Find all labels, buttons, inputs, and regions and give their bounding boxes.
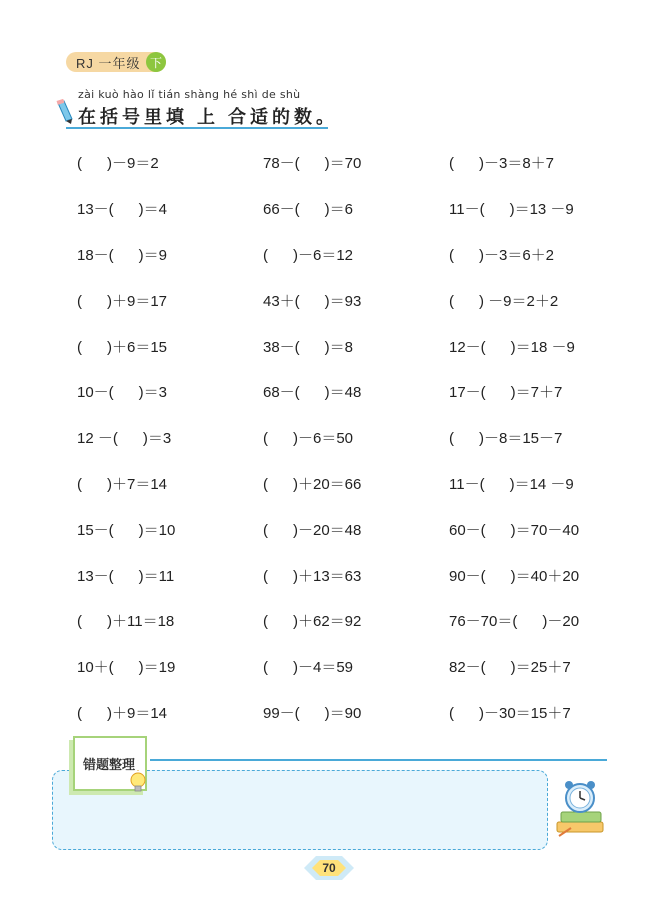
equation[interactable]: ( ) －9＝2＋2: [449, 292, 559, 310]
equation[interactable]: 43＋( )＝93: [263, 292, 362, 310]
page-number-badge: [304, 853, 354, 883]
equation[interactable]: ( )－9＝2: [77, 155, 159, 173]
equation[interactable]: ( )＋62＝92: [263, 613, 362, 631]
equation[interactable]: 11－( )＝14 －9: [449, 475, 574, 493]
lightbulb-icon: [128, 770, 148, 796]
pencil-icon: [54, 99, 76, 125]
equation[interactable]: ( )＋9＝17: [77, 292, 168, 310]
alarm-clock-books-icon: [553, 778, 609, 844]
instruction-title: 在括号里填 上 合适的数。: [78, 107, 339, 127]
equation[interactable]: ( )＋20＝66: [263, 475, 362, 493]
equation-grid: [77, 140, 617, 735]
equation[interactable]: 76－70＝( )－20: [449, 613, 580, 631]
equation[interactable]: 99－( )＝90: [263, 704, 362, 722]
instruction-pinyin: zài kuò hào lǐ tián shàng hé shì de shù: [78, 88, 301, 101]
equation[interactable]: 12－( )＝18 －9: [449, 338, 575, 356]
equation[interactable]: ( )＋9＝14: [77, 704, 168, 722]
equation[interactable]: ( )－4＝59: [263, 659, 354, 677]
equation[interactable]: 18－( )＝9: [77, 246, 168, 264]
equation[interactable]: 66－( )＝6: [263, 201, 354, 219]
equation[interactable]: 38－( )＝8: [263, 338, 354, 356]
equation[interactable]: ( )－3＝8＋7: [449, 155, 555, 173]
equation[interactable]: 13－( )＝11: [77, 567, 175, 585]
title-underline: [66, 127, 328, 129]
error-section-label: 错题整理: [83, 757, 136, 772]
equation[interactable]: 68－( )＝48: [263, 384, 362, 402]
error-section-line: [150, 759, 607, 761]
equation[interactable]: 12 －( )＝3: [77, 430, 172, 448]
equation[interactable]: ( )＋13＝63: [263, 567, 362, 585]
equation[interactable]: ( )－8＝15－7: [449, 430, 563, 448]
equation[interactable]: ( )－6＝50: [263, 430, 354, 448]
term-label: 下: [146, 52, 166, 72]
grade-label: RJ 一年级: [76, 55, 141, 71]
grade-badge: [66, 52, 166, 72]
equation[interactable]: 10＋( )＝19: [77, 659, 176, 677]
equation[interactable]: 90－( )＝40＋20: [449, 567, 580, 585]
equation[interactable]: 15－( )＝10: [77, 521, 176, 539]
equation[interactable]: ( )－20＝48: [263, 521, 362, 539]
equation[interactable]: 11－( )＝13 －9: [449, 201, 574, 219]
equation[interactable]: 60－( )＝70－40: [449, 521, 580, 539]
equation[interactable]: 78－( )＝70: [263, 155, 362, 173]
equation[interactable]: ( )－3＝6＋2: [449, 246, 555, 264]
equation[interactable]: ( )－30＝15＋7: [449, 704, 571, 722]
equation[interactable]: 82－( )＝25＋7: [449, 659, 571, 677]
equation[interactable]: 13－( )＝4: [77, 201, 168, 219]
equation[interactable]: 10－( )＝3: [77, 384, 168, 402]
equation[interactable]: ( )－6＝12: [263, 246, 354, 264]
equation[interactable]: ( )＋7＝14: [77, 475, 168, 493]
equation[interactable]: 17－( )＝7＋7: [449, 384, 563, 402]
page-number: 70: [322, 861, 336, 875]
equation[interactable]: ( )＋6＝15: [77, 338, 168, 356]
equation[interactable]: ( )＋11＝18: [77, 613, 175, 631]
